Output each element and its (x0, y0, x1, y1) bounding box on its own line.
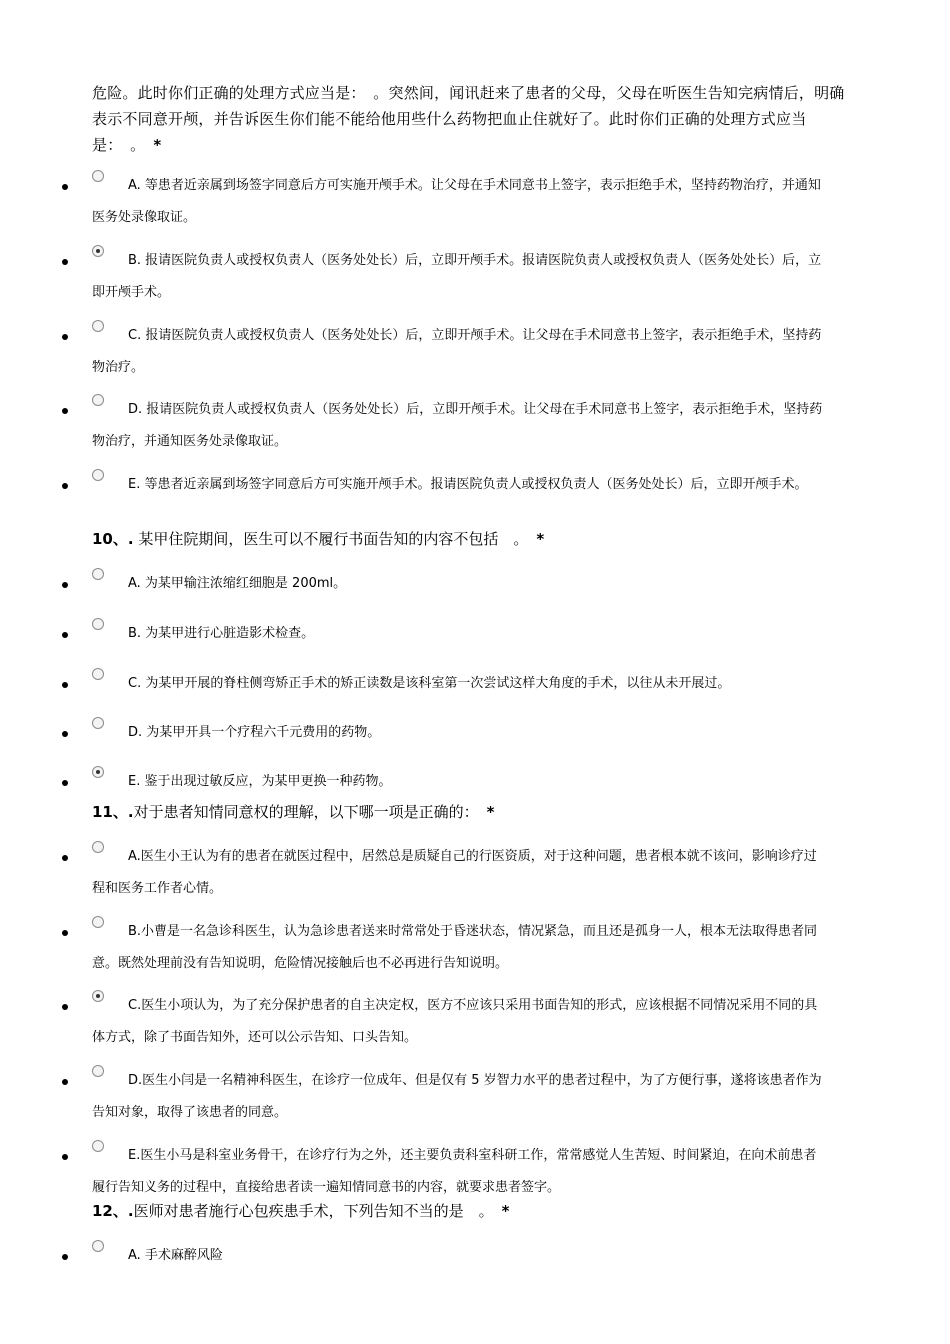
bullet-dot (62, 1154, 68, 1160)
option-label: E. 等患者近亲属到场签字同意后方可实施开颅手术。报请医院负责人或授权负责人（医务处处长）后，立即开颅手术。 (128, 477, 808, 492)
question-12-title (92, 1200, 852, 1222)
bullet-dot (62, 930, 68, 936)
option-label: E. 鉴于出现过敏反应，为某甲更换一种药物。 (128, 774, 392, 789)
required-asterisk: * (536, 530, 545, 548)
bullet-dot (62, 582, 68, 588)
question-text: 对于患者知情同意权的理解，以下哪一项是正确的： (133, 803, 479, 821)
bullet-dot (62, 1079, 68, 1085)
question-text: 医师对患者施行心包疾患手术，下列告知不当的是 。 (133, 1202, 494, 1220)
option-label: B.小曹是一名急诊科医生，认为急诊患者送来时常常处于昏迷状态，情况紧急，而且还是孤身一人，根本无法取得患者同意。既然处理前没有告知说明，危险情况接触后也不必再进行告知说明。 (92, 924, 818, 971)
option-label: D. 报请医院负责人或授权负责人（医务处处长）后，立即开颅手术。让父母在手术同意书上签字，表示拒绝手术，坚持药物治疗，并通知医务处录像取证。 (92, 402, 823, 449)
option-label: E.医生小马是科室业务骨干，在诊疗行为之外，还主要负责科室科研工作，常常感觉人生苦短、时间紧迫，在向术前患者履行告知义务的过程中，直接给患者读一遍知情同意书的内容，就要求患者签字。 (92, 1148, 817, 1195)
bullet-dot (62, 408, 68, 414)
option-label: A. 手术麻醉风险 (128, 1248, 223, 1263)
option-label: C. 报请医院负责人或授权负责人（医务处处长）后，立即开颅手术。让父母在手术同意书上签字，表示拒绝手术，坚持药物治疗。 (92, 328, 822, 375)
bullet-dot (62, 1254, 68, 1260)
required-asterisk: * (501, 1202, 510, 1220)
bullet-dot (62, 632, 68, 638)
bullet-dot (62, 259, 68, 265)
option-label: A. 等患者近亲属到场签字同意后方可实施开颅手术。让父母在手术同意书上签字，表示拒绝手术，坚持药物治疗，并通知医务处录像取证。 (92, 178, 821, 225)
bullet-dot (62, 184, 68, 190)
bullet-dot (62, 1004, 68, 1010)
bullet-dot (62, 483, 68, 489)
bullet-dot (62, 731, 68, 737)
question-9-stem (92, 80, 852, 158)
bullet-dot (62, 682, 68, 688)
option-label: A. 为某甲输注浓缩红细胞是 200ml。 (128, 576, 347, 591)
option-label: C. 为某甲开展的脊柱侧弯矫正手术的矫正读数是该科室第一次尝试这样大角度的手术，以往从未开展过。 (128, 676, 731, 691)
bullet-dot (62, 780, 68, 786)
option-label: D.医生小闫是一名精神科医生，在诊疗一位成年、但是仅有 5 岁智力水平的患者过程中，为了方便行事，遂将该患者作为告知对象，取得了该患者的同意。 (92, 1073, 822, 1120)
option-label: D. 为某甲开具一个疗程六千元费用的药物。 (128, 725, 381, 740)
question-number: 11、. (92, 803, 134, 821)
required-asterisk: * (486, 803, 495, 821)
option-label: C.医生小项认为，为了充分保护患者的自主决定权，医方不应该只采用书面告知的形式，应该根据不同情况采用不同的具体方式，除了书面告知外，还可以公示告知、口头告知。 (92, 998, 818, 1045)
option-label: B. 报请医院负责人或授权负责人（医务处处长）后，立即开颅手术。报请医院负责人或授权负责人（医务处处长）后，立即开颅手术。 (92, 253, 822, 300)
question-11-title (92, 801, 852, 823)
question-text: 某甲住院期间，医生可以不履行书面告知的内容不包括 。 (133, 530, 529, 548)
question-10-title (92, 528, 852, 550)
bullet-dot (62, 334, 68, 340)
option-label: B. 为某甲进行心脏造影术检查。 (128, 626, 315, 641)
option-label: A.医生小王认为有的患者在就医过程中，居然总是质疑自己的行医资质，对于这种问题，患者根本就不该问，影响诊疗过程和医务工作者心情。 (92, 849, 817, 896)
question-9-text: 危险。此时你们正确的处理方式应当是： 。突然间，闻讯赶来了患者的父母，父母在听医生告知完病情后，明确表示不同意开颅，并告诉医生你们能不能给他用些什么药物把血止住就好了。此时你们正确的处理方式应当是： 。 (92, 84, 845, 154)
question-number: 12、. (92, 1202, 134, 1220)
question-number: 10、. (92, 530, 134, 548)
bullet-dot (62, 855, 68, 861)
required-asterisk: * (153, 136, 162, 154)
